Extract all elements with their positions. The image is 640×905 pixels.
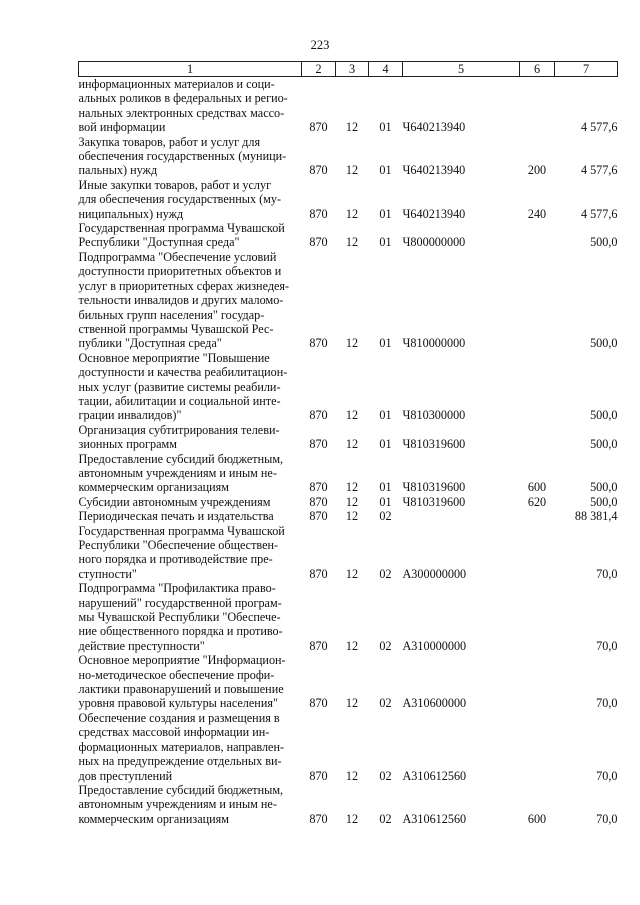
section-code: 12 <box>345 509 359 524</box>
section-code: 12 <box>345 408 359 423</box>
subsection-code: 02 <box>379 811 392 826</box>
row-description <box>79 452 302 495</box>
table-row <box>79 178 618 221</box>
table-row <box>79 581 618 653</box>
description-line: пальных) нужд <box>78 163 158 178</box>
column-header: 1 <box>79 62 302 77</box>
column-header: 5 <box>403 62 520 77</box>
amount: 500,0 <box>590 408 618 423</box>
ministry-code: 870 <box>309 494 328 509</box>
ministry-code: 870 <box>309 638 328 653</box>
subsection-code: 01 <box>379 336 392 351</box>
subsection-code: 02 <box>379 566 392 581</box>
column-header: 7 <box>555 62 618 77</box>
expense-type-code <box>520 524 555 582</box>
amount: 70,0 <box>596 768 618 783</box>
target-article-code: Ч640213940 <box>402 163 466 178</box>
row-description <box>79 77 302 135</box>
expense-type-code: 200 <box>527 163 547 178</box>
description-line: Республики "Обеспечение обществен- <box>78 538 279 552</box>
table-row <box>79 495 618 509</box>
target-article-code <box>403 509 520 523</box>
description-line: Предоставление субсидий бюджетным, <box>78 451 284 466</box>
description-line: ственной программы Чувашской Рес- <box>78 321 274 336</box>
row-description <box>79 783 302 826</box>
expense-type-code: 620 <box>527 494 547 509</box>
description-line: уровня правовой культуры населения" <box>78 696 278 711</box>
expense-type-code <box>520 653 555 711</box>
ministry-code: 870 <box>309 235 328 250</box>
description-line: Обеспечение создания и размещения в <box>78 710 280 725</box>
ministry-code: 870 <box>309 480 328 495</box>
target-article-code: Ч810300000 <box>402 408 466 423</box>
table-row <box>79 711 618 783</box>
description-line: Государственная программа Чувашской <box>78 221 285 236</box>
row-description <box>79 509 302 523</box>
description-line: ние общественного порядка и противо- <box>78 624 283 639</box>
row-description <box>79 711 302 783</box>
target-article-code: Ч800000000 <box>402 235 466 250</box>
target-article-code: А310600000 <box>402 696 467 711</box>
ministry-code: 870 <box>309 408 328 423</box>
amount: 4 577,6 <box>580 163 618 178</box>
description-line: для обеспечения государственных (му- <box>78 192 282 207</box>
target-article-code: Ч640213940 <box>402 120 466 135</box>
description-line: Подпрограмма "Профилактика право- <box>78 581 276 596</box>
description-line: Основное мероприятие "Повышение <box>78 350 270 365</box>
table-row <box>79 653 618 711</box>
target-article-code: А310000000 <box>402 638 467 653</box>
description-line: услуг в приоритетных сферах жизнедея- <box>78 278 290 293</box>
section-code: 12 <box>345 480 359 495</box>
table-row <box>79 351 618 423</box>
row-description <box>79 351 302 423</box>
description-line: ступности" <box>78 566 137 581</box>
description-line: тельности инвалидов и других маломо- <box>78 293 284 308</box>
amount: 70,0 <box>596 638 618 653</box>
description-line: Основное мероприятие "Информацион- <box>78 653 286 668</box>
description-line: формационных материалов, направлен- <box>78 739 285 754</box>
amount: 500,0 <box>590 336 618 351</box>
section-code: 12 <box>345 163 359 178</box>
section-code: 12 <box>345 235 359 250</box>
target-article-code: А310612560 <box>402 811 467 826</box>
section-code: 12 <box>345 566 359 581</box>
target-article-code: А310612560 <box>402 768 467 783</box>
ministry-code: 870 <box>309 336 328 351</box>
subsection-code: 02 <box>379 696 392 711</box>
subsection-code: 01 <box>379 494 392 509</box>
ministry-code: 870 <box>309 811 328 826</box>
ministry-code: 870 <box>309 768 328 783</box>
description-line: Предоставление субсидий бюджетным, <box>78 782 284 797</box>
description-line: Иные закупки товаров, работ и услуг <box>78 177 272 192</box>
amount: 500,0 <box>590 480 618 495</box>
page-number: 223 <box>310 38 330 52</box>
table-row <box>79 509 618 523</box>
section-code: 12 <box>345 768 359 783</box>
ministry-code: 870 <box>309 566 328 581</box>
description-line: Подпрограмма "Обеспечение условий <box>78 249 277 264</box>
subsection-code: 02 <box>379 638 392 653</box>
expense-type-code <box>520 581 555 653</box>
description-line: коммерческим организациям <box>78 811 229 826</box>
table-row <box>79 221 618 250</box>
column-header: 4 <box>369 62 403 77</box>
description-line: средствах массовой информации ин- <box>78 725 270 740</box>
subsection-code: 01 <box>379 120 392 135</box>
description-line: Субсидии автономным учреждениям <box>78 494 271 509</box>
description-line: информационных материалов и соци- <box>78 77 275 91</box>
description-line: обеспечения государственных (муници- <box>78 149 287 164</box>
subsection-code: 02 <box>379 509 392 524</box>
description-line: автономным учреждениям и иным не- <box>78 465 277 480</box>
description-line: но-методическое обеспечение профи- <box>78 667 275 682</box>
description-line: коммерческим организациям <box>78 480 229 495</box>
description-line: Республики "Доступная среда" <box>78 235 240 250</box>
budget-table <box>78 61 618 826</box>
expense-type-code <box>520 221 555 250</box>
description-line: ных услуг (развитие системы реабили- <box>78 379 281 394</box>
row-description <box>79 135 302 178</box>
section-code: 12 <box>345 638 359 653</box>
description-line: вой информации <box>78 120 166 135</box>
row-description <box>79 221 302 250</box>
amount: 500,0 <box>590 494 618 509</box>
description-line: нальных электронных средствах массо- <box>78 105 285 120</box>
section-code: 12 <box>345 696 359 711</box>
table-row <box>79 77 618 135</box>
description-line: ного порядка и противодействие пре- <box>78 552 273 567</box>
description-line: Государственная программа Чувашской <box>78 523 285 538</box>
table-row <box>79 423 618 452</box>
description-line: публики "Доступная среда" <box>78 336 222 351</box>
row-description <box>79 178 302 221</box>
table-row <box>79 135 618 178</box>
amount: 500,0 <box>590 235 618 250</box>
section-code: 12 <box>345 206 359 221</box>
description-line: мы Чувашской Республики "Обеспече- <box>78 610 281 625</box>
section-code: 12 <box>345 811 359 826</box>
subsection-code: 01 <box>379 163 392 178</box>
expense-type-code: 600 <box>527 480 547 495</box>
subsection-code: 01 <box>379 206 392 221</box>
description-line: автономным учреждениям и иным не- <box>78 797 277 812</box>
column-number-header <box>79 62 618 77</box>
target-article-code: Ч810319600 <box>402 437 466 452</box>
expense-type-code <box>520 711 555 783</box>
subsection-code: 01 <box>379 480 392 495</box>
amount: 70,0 <box>596 696 618 711</box>
description-line: ных на предупреждение отдельных ви- <box>78 754 282 769</box>
description-line: грации инвалидов)" <box>78 408 182 423</box>
target-article-code: Ч810000000 <box>402 336 466 351</box>
description-line: тации, абилитации и социальной инте- <box>78 393 281 408</box>
row-description <box>79 423 302 452</box>
description-line: бильных групп населения" государ- <box>78 307 265 322</box>
section-code: 12 <box>345 437 359 452</box>
amount: 4 577,6 <box>580 120 618 135</box>
expense-type-code <box>520 250 555 351</box>
description-line: действие преступности" <box>78 638 205 653</box>
subsection-code: 01 <box>379 235 392 250</box>
target-article-code: А300000000 <box>402 566 467 581</box>
ministry-code: 870 <box>309 696 328 711</box>
description-line: дов преступлений <box>78 768 173 783</box>
description-line: доступности и качества реабилитацион- <box>78 365 288 380</box>
row-description <box>79 524 302 582</box>
target-article-code: Ч810319600 <box>402 494 466 509</box>
table-row <box>79 524 618 582</box>
amount: 88 381,4 <box>574 509 618 524</box>
description-line: нарушений" государственной програм- <box>78 595 282 610</box>
row-description <box>79 250 302 351</box>
table-row <box>79 250 618 351</box>
expense-type-code <box>520 351 555 423</box>
section-code: 12 <box>345 336 359 351</box>
row-description <box>79 495 302 509</box>
ministry-code: 870 <box>309 163 328 178</box>
table-body <box>79 77 618 827</box>
description-line: Закупка товаров, работ и услуг для <box>78 134 261 149</box>
expense-type-code: 600 <box>527 811 547 826</box>
target-article-code: Ч810319600 <box>402 480 466 495</box>
ministry-code: 870 <box>309 437 328 452</box>
table-row <box>79 452 618 495</box>
row-description <box>79 653 302 711</box>
description-line: альных роликов в федеральных и регио- <box>78 91 288 106</box>
description-line: лактики правонарушений и повышение <box>78 682 284 697</box>
expense-type-code <box>520 77 555 135</box>
description-line: Периодическая печать и издательства <box>78 509 274 524</box>
ministry-code: 870 <box>309 120 328 135</box>
description-line: Организация субтитрирования телеви- <box>78 422 280 437</box>
amount: 70,0 <box>596 566 618 581</box>
table-row <box>79 783 618 826</box>
amount: 70,0 <box>596 811 618 826</box>
expense-type-code <box>520 423 555 452</box>
amount: 500,0 <box>590 437 618 452</box>
subsection-code: 01 <box>379 437 392 452</box>
amount: 4 577,6 <box>580 206 618 221</box>
column-header: 6 <box>520 62 555 77</box>
expense-type-code <box>520 509 555 523</box>
ministry-code: 870 <box>309 206 328 221</box>
description-line: зионных программ <box>78 437 177 452</box>
expense-type-code: 240 <box>527 206 547 221</box>
column-header: 2 <box>302 62 336 77</box>
section-code: 12 <box>345 494 359 509</box>
ministry-code: 870 <box>309 509 328 524</box>
description-line: ниципальных) нужд <box>78 206 184 221</box>
row-description <box>79 581 302 653</box>
subsection-code: 01 <box>379 408 392 423</box>
description-line: доступности приоритетных объектов и <box>78 264 282 279</box>
target-article-code: Ч640213940 <box>402 206 466 221</box>
section-code: 12 <box>345 120 359 135</box>
column-header: 3 <box>336 62 369 77</box>
subsection-code: 02 <box>379 768 392 783</box>
